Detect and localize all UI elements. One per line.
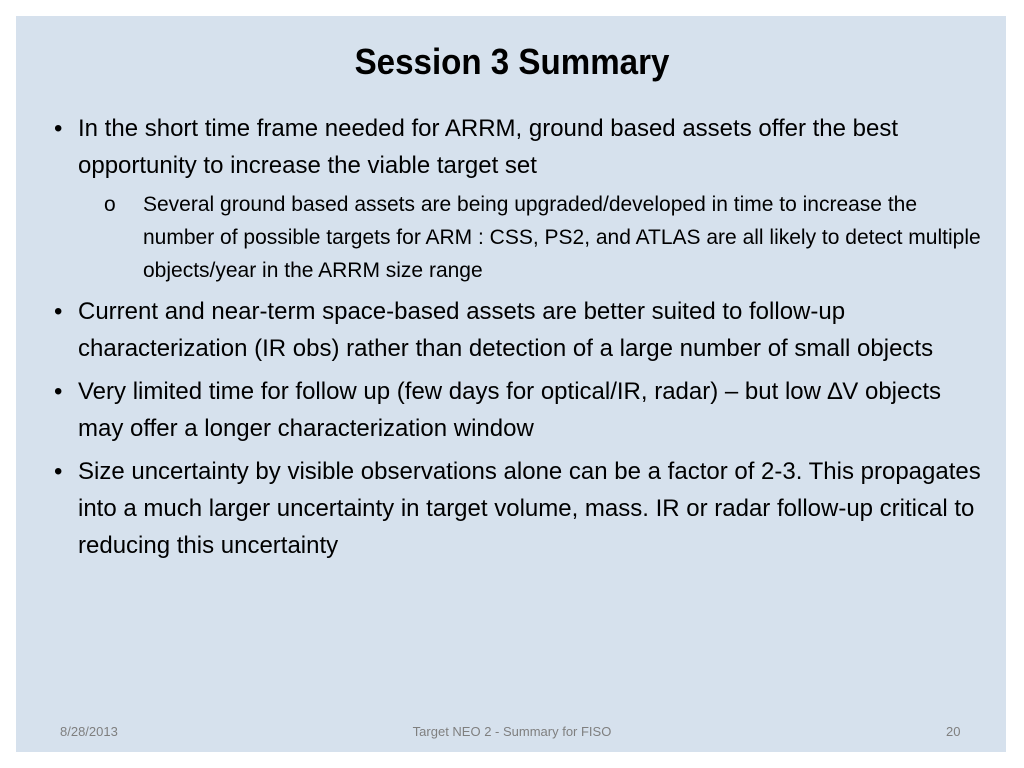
sub-bullet-marker: o <box>104 193 116 216</box>
bullet-item <box>52 293 982 367</box>
bullet-marker: • <box>54 458 63 485</box>
bullet-text: Very limited time for follow up (few days for optical/IR, radar) – but low ∆V objects may offer a longer characterization window <box>78 378 942 442</box>
bullet-item <box>52 453 982 564</box>
footer-date: 8/28/2013 <box>60 724 118 739</box>
bullet-text: Current and near-term space-based assets are better suited to follow-up characterization (IR obs) rather than detection of a large number of small objects <box>78 298 934 362</box>
bullet-item <box>52 110 982 184</box>
bullet-marker: • <box>54 115 63 142</box>
bullet-marker: • <box>54 378 63 405</box>
bullet-item <box>52 373 982 447</box>
slide-title: Session 3 Summary <box>354 41 670 82</box>
slide-body <box>52 110 982 570</box>
bullet-text: Size uncertainty by visible observations alone can be a factor of 2-3. This propagates into a much larger uncertainty in target volume, mass. IR or radar follow-up critical to reducing this uncertainty <box>78 458 981 559</box>
page-number: 20 <box>946 724 961 739</box>
sub-bullet-item <box>52 188 982 287</box>
bullet-marker: • <box>54 298 63 325</box>
sub-bullet-text: Several ground based assets are being upgraded/developed in time to increase the number of possible targets for ARM : CSS, PS2, and ATLAS are all likely to detect multiple objects/year in the ARRM size range <box>143 193 981 282</box>
footer-title: Target NEO 2 - Summary for FISO <box>412 724 612 739</box>
bullet-text: In the short time frame needed for ARRM, ground based assets offer the best opportunity to increase the viable target set <box>78 115 899 179</box>
